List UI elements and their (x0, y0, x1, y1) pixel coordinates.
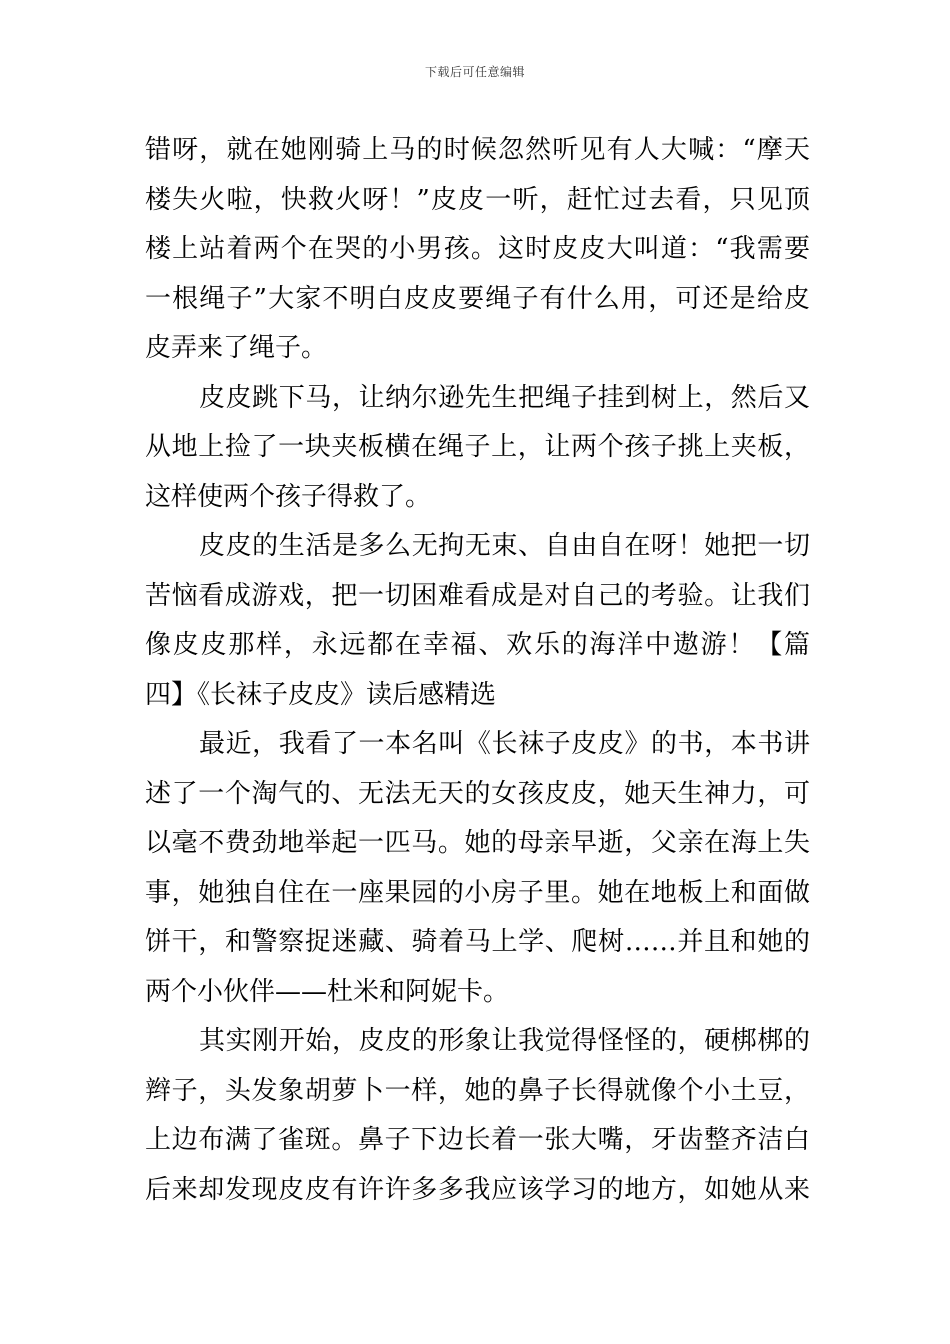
text-line: 错呀，就在她刚骑上马的时候忽然听见有人大喊：“摩天 (145, 135, 810, 165)
text-line: 以毫不费劲地举起一匹马。她的母亲早逝，父亲在海上失 (145, 828, 810, 858)
text-line: 上边布满了雀斑。鼻子下边长着一张大嘴，牙齿整齐洁白 (145, 1125, 810, 1155)
document-body (145, 126, 810, 1215)
text-line: 楼上站着两个在哭的小男孩。这时皮皮大叫道：“我需要 (145, 234, 810, 264)
text-line: 从地上捡了一块夹板横在绳子上，让两个孩子挑上夹板， (145, 432, 810, 462)
text-line: 皮皮的生活是多么无拘无束、自由自在呀！她把一切 (199, 531, 810, 561)
text-line: 后来却发现皮皮有许许多多我应该学习的地方，如她从来 (145, 1174, 810, 1205)
text-line: 事，她独自住在一座果园的小房子里。她在地板上和面做 (145, 877, 810, 908)
text-line: 辫子，头发象胡萝卜一样，她的鼻子长得就像个小土豆， (145, 1075, 810, 1106)
text-line: 其实刚开始，皮皮的形象让我觉得怪怪的，硬梆梆的 (199, 1026, 810, 1056)
page-header: 下载后可任意编辑 (424, 65, 525, 79)
text-line: 四】《长袜子皮皮》读后感精选 (145, 679, 497, 710)
text-line: 一根绳子”大家不明白皮皮要绳子有什么用，可还是给皮 (145, 283, 810, 314)
text-line: 苦恼看成游戏，把一切困难看成是对自己的考验。让我们 (145, 580, 810, 611)
text-line: 述了一个淘气的、无法无天的女孩皮皮，她天生神力，可 (145, 778, 810, 809)
text-line: 皮弄来了绳子。 (145, 333, 328, 363)
text-line: 这样使两个孩子得救了。 (145, 481, 432, 512)
text-line: 饼干，和警察捉迷藏、骑着马上学、爬树……并且和她的 (145, 927, 810, 957)
text-line: 皮皮跳下马，让纳尔逊先生把绳子挂到树上，然后又 (199, 382, 810, 413)
text-line: 最近，我看了一本名叫《长袜子皮皮》的书，本书讲 (199, 729, 810, 759)
text-line: 像皮皮那样，永远都在幸福、欢乐的海洋中遨游！【篇 (145, 630, 810, 660)
text-line: 两个小伙伴——杜米和阿妮卡。 (145, 976, 510, 1007)
text-line: 楼失火啦，快救火呀！”皮皮一听，赶忙过去看，只见顶 (145, 184, 810, 215)
